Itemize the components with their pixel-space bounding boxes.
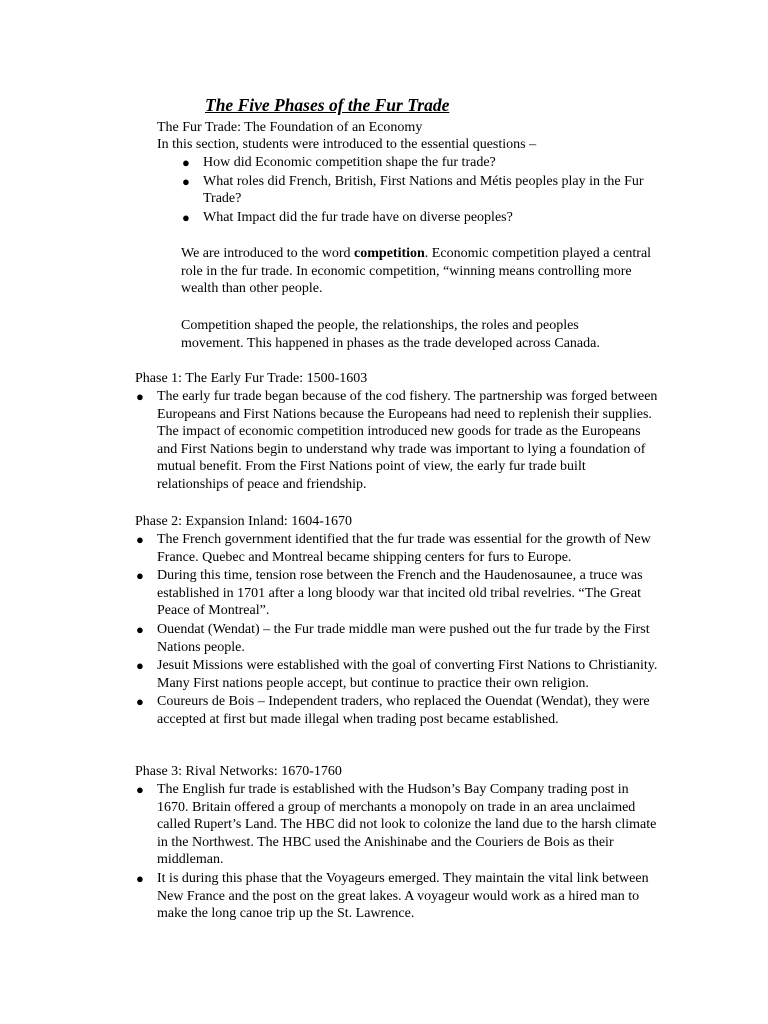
list-item-text: It is during this phase that the Voyageurs emerged. They maintain the vital link between New France and the post on the great lakes. A voyageur would work as a hired man to make the long canoe trip up the St. Lawrence.: [157, 870, 649, 922]
bullet-icon: ●: [136, 568, 144, 584]
phase-2-heading: Phase 2: Expansion Inland: 1604-1670: [135, 514, 352, 529]
list-item: [182, 154, 662, 172]
list-item: [182, 209, 662, 227]
phase-3-heading: Phase 3: Rival Networks: 1670-1760: [135, 764, 342, 779]
list-item-text: How did Economic competition shape the fur trade?: [203, 155, 496, 170]
list-item: [135, 693, 658, 728]
list-item-text: The French government identified that the fur trade was essential for the growth of New France. Quebec and Montreal became shipping centers for furs to Europe.: [157, 532, 651, 565]
list-item: [135, 567, 658, 620]
intro-text: In this section, students were introduced to the essential questions –: [157, 137, 537, 152]
bullet-icon: ●: [182, 209, 190, 225]
essential-questions-list: [182, 154, 662, 226]
bullet-icon: ●: [136, 782, 144, 797]
bullet-icon: ●: [182, 155, 190, 170]
bullet-icon: ●: [182, 173, 190, 189]
phase-1-heading: Phase 1: The Early Fur Trade: 1500-1603: [135, 371, 368, 386]
document-title: The Five Phases of the Fur Trade: [205, 95, 450, 115]
list-item-text: The early fur trade began because of the cod fishery. The partnership was forged between Europeans and First Nations because the Europeans had need to replenish their supplies. The impact of economic competition introduced new goods for trade as the Europeans and First Nations begin to understand why trade was important to lying a foundation of mutual benefit. From the First Nations point of view, the early fur trade built relationships of peace and friendship.: [157, 389, 658, 492]
list-item: [135, 781, 658, 869]
phase-2-list: [135, 531, 658, 729]
list-item: [135, 621, 658, 656]
list-item-text: The English fur trade is established with the Hudson’s Bay Company trading post in 1670. Britain offered a group of merchants a monopoly on trade in an area unclaimed called Rupert’s Land. The HBC did not look to colonize the land due to the harsh climate in the Northwest. The HBC used the Anishinabe and the Couriers de Bois as their middleman.: [157, 782, 657, 868]
list-item-text: Jesuit Missions were established with the goal of converting First Nations to Christianity. Many First nations people accept, but continue to practice their own religion.: [157, 658, 658, 691]
phase-3-list: [135, 781, 658, 923]
list-item: [135, 388, 658, 494]
bullet-icon: ●: [136, 870, 144, 886]
bullet-icon: ●: [136, 621, 144, 637]
intro-subtitle: The Fur Trade: The Foundation of an Economy: [157, 120, 423, 135]
list-item: [135, 870, 658, 923]
list-item-text: During this time, tension rose between the French and the Haudenosaunee, a truce was established in 1701 after a long bloody war that incited old tribal revelries. “The Great Peace of Montreal”.: [157, 568, 643, 619]
competition-paragraph: [181, 245, 661, 298]
bullet-icon: ●: [136, 694, 144, 710]
phase-1-list: [135, 388, 658, 494]
bullet-icon: ●: [136, 532, 144, 547]
bullet-icon: ●: [136, 389, 144, 404]
phases-paragraph: Competition shaped the people, the relationships, the roles and peoples movement. This happened in phases as the trade developed across Canada.: [181, 318, 600, 351]
list-item: [135, 531, 658, 566]
list-item-text: Coureurs de Bois – Independent traders, who replaced the Ouendat (Wendat), they were accepted at first but made illegal when trading post became established.: [157, 694, 650, 727]
paragraph-text: We are introduced to the word: [181, 246, 355, 261]
list-item-text: Ouendat (Wendat) – the Fur trade middle man were pushed out the fur trade by the First Nations people.: [157, 621, 650, 655]
keyword-competition: competition: [354, 246, 425, 261]
paragraph-text: . Economic competition played a central role in the fur trade. In economic competition, “winning means controlling more wealth than other people.: [181, 246, 652, 297]
bullet-icon: ●: [136, 658, 144, 674]
list-item-text: What roles did French, British, First Nations and Métis peoples play in the Fur Trade?: [203, 173, 644, 207]
list-item: [182, 173, 662, 208]
list-item: [135, 657, 658, 692]
list-item-text: What Impact did the fur trade have on diverse peoples?: [203, 209, 513, 225]
